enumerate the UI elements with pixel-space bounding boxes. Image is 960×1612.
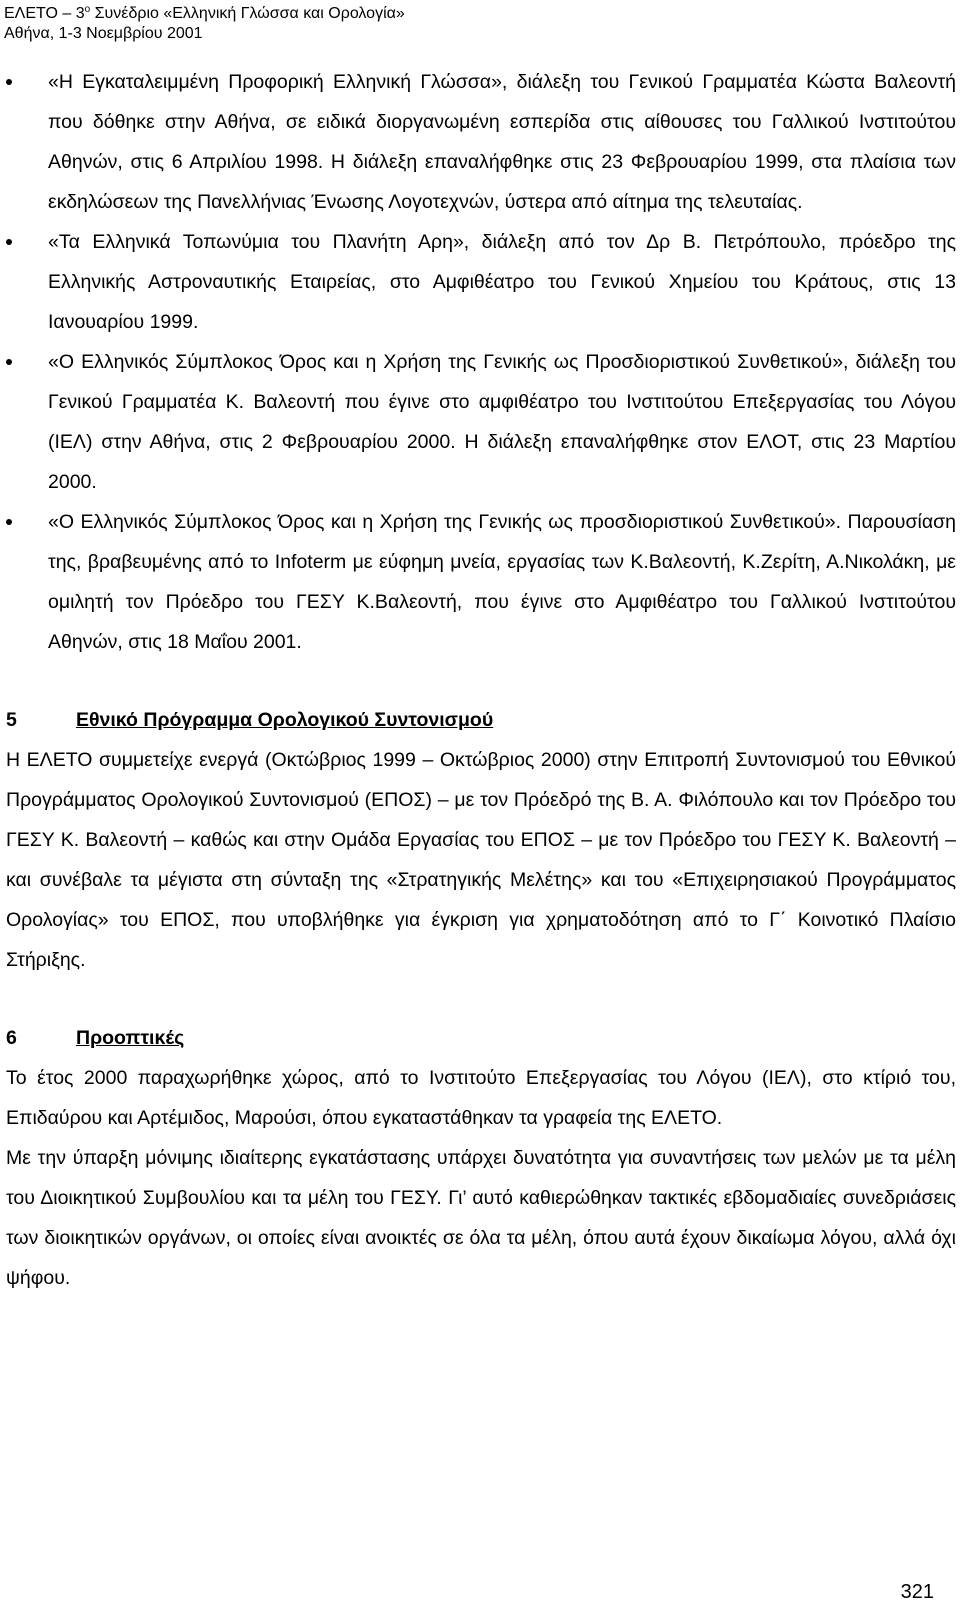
list-item-text: «Η Εγκαταλειμμένη Προφορική Ελληνική Γλώσσα», διάλεξη του Γενικού Γραμματέα Κώστα Βαλεοντή που δόθηκε στην Αθήνα, σε ειδικά διοργανωμένη εσπερίδα στις αίθουσες του Γαλλικού Ινστιτούτου Αθηνών, στις 6 Απριλίου 1998. Η διάλεξη επαναλήφθηκε στις 23 Φεβρουαρίου 1999, στα πλαίσια των εκδηλώσεων της Πανελλήνιας Ένωσης Λογοτεχνών, ύστερα από αίτημα της τελευταίας.: [48, 71, 956, 213]
page-header: [4, 0, 405, 44]
document-body: [6, 62, 956, 1298]
section-number: 5: [6, 709, 17, 731]
section-6-paragraph-1: Το έτος 2000 παραχωρήθηκε χώρος, από το Ινστιτούτο Επεξεργασίας του Λόγου (ΙΕΛ), στο κτίριό του, Επιδαύρου και Αρτέμιδος, Μαρούσι, όπου εγκαταστάθηκαν τα γραφεία της ΕΛΕΤΟ.: [6, 1067, 956, 1129]
bullet-icon: [6, 79, 12, 85]
lecture-list: [6, 62, 956, 662]
bullet-icon: [6, 239, 12, 245]
section-5-heading: [6, 700, 956, 740]
section-title: Προοπτικές: [76, 1027, 185, 1049]
list-item: [6, 502, 956, 662]
header-conference-prefix: ΕΛΕΤΟ – 3: [4, 5, 85, 22]
section-6-paragraph-2: Με την ύπαρξη μόνιμης ιδιαίτερης εγκατάστασης υπάρχει δυνατότητα για συναντήσεις των μελών με τα μέλη του Διοικητικού Συμβουλίου και τα μέλη του ΓΕΣΥ. Γι’ αυτό καθιερώθηκαν τακτικές εβδομαδιαίες συνεδριάσεις των διοικητικών οργάνων, οι οποίες είναι ανοικτές σε όλα τα μέλη, όπου αυτά έχουν δικαίωμα λόγου, αλλά όχι ψήφου.: [6, 1147, 956, 1289]
section-6-heading: [6, 1018, 956, 1058]
section-title: Εθνικό Πρόγραμμα Ορολογικού Συντονισμού: [76, 709, 494, 731]
header-line-2: Αθήνα, 1-3 Νοεμβρίου 2001: [4, 25, 203, 42]
header-superscript: ο: [84, 4, 91, 15]
bullet-icon: [6, 519, 12, 525]
bullet-icon: [6, 359, 12, 365]
section-5-paragraph: Η ΕΛΕΤΟ συμμετείχε ενεργά (Οκτώβριος 1999 – Οκτώβριος 2000) στην Επιτροπή Συντονισμού του Εθνικού Προγράμματος Ορολογικού Συντονισμού (ΕΠΟΣ) – με τον Πρόεδρό της Β. Α. Φιλόπουλο και τον Πρόεδρο του ΓΕΣΥ Κ. Βαλεοντή – καθώς και στην Ομάδα Εργασίας του ΕΠΟΣ – με τον Πρόεδρο του ΓΕΣΥ Κ. Βαλεοντή – και συνέβαλε τα μέγιστα στη σύνταξη της «Στρατηγικής Μελέτης» και του «Επιχειρησιακού Προγράμματος Ορολογίας» του ΕΠΟΣ, που υποβλήθηκε για έγκριση για χρηματοδότηση από το Γ΄ Κοινοτικό Πλαίσιο Στήριξης.: [6, 749, 956, 971]
list-item: [6, 342, 956, 502]
list-item-text: «Τα Ελληνικά Τοπωνύμια του Πλανήτη Αρη», διάλεξη από τον Δρ Β. Πετρόπουλο, πρόεδρο της Ελληνικής Αστροναυτικής Εταιρείας, στο Αμφιθέατρο του Γενικού Χημείου του Κράτους, στις 13 Ιανουαρίου 1999.: [48, 231, 956, 333]
list-item: [6, 222, 956, 342]
header-line-1: [4, 0, 405, 24]
page-number: 321: [900, 1581, 934, 1603]
section-number: 6: [6, 1027, 17, 1049]
list-item: [6, 62, 956, 222]
header-conference-title: Συνέδριο «Ελληνική Γλώσσα και Ορολογία»: [90, 5, 405, 22]
list-item-text: «Ο Ελληνικός Σύμπλοκος Όρος και η Χρήση της Γενικής ως προσδιοριστικού Συνθετικού». Παρουσίαση της, βραβευμένης από το Infoterm με εύφημη μνεία, εργασίας των Κ.Βαλεοντή, Κ.Ζερίτη, Α.Νικολάκη, με ομιλητή τον Πρόεδρο του ΓΕΣΥ Κ.Βαλεοντή, που έγινε στο Αμφιθέατρο του Γαλλικού Ινστιτούτου Αθηνών, στις 18 Μαΐου 2001.: [48, 511, 956, 653]
list-item-text: «Ο Ελληνικός Σύμπλοκος Όρος και η Χρήση της Γενικής ως Προσδιοριστικού Συνθετικού», διάλεξη του Γενικού Γραμματέα Κ. Βαλεοντή που έγινε στο αμφιθέατρο του Ινστιτούτου Επεξεργασίας του Λόγου (ΙΕΛ) στην Αθήνα, στις 2 Φεβρουαρίου 2000. Η διάλεξη επαναλήφθηκε στον ΕΛΟΤ, στις 23 Μαρτίου 2000.: [48, 351, 956, 493]
